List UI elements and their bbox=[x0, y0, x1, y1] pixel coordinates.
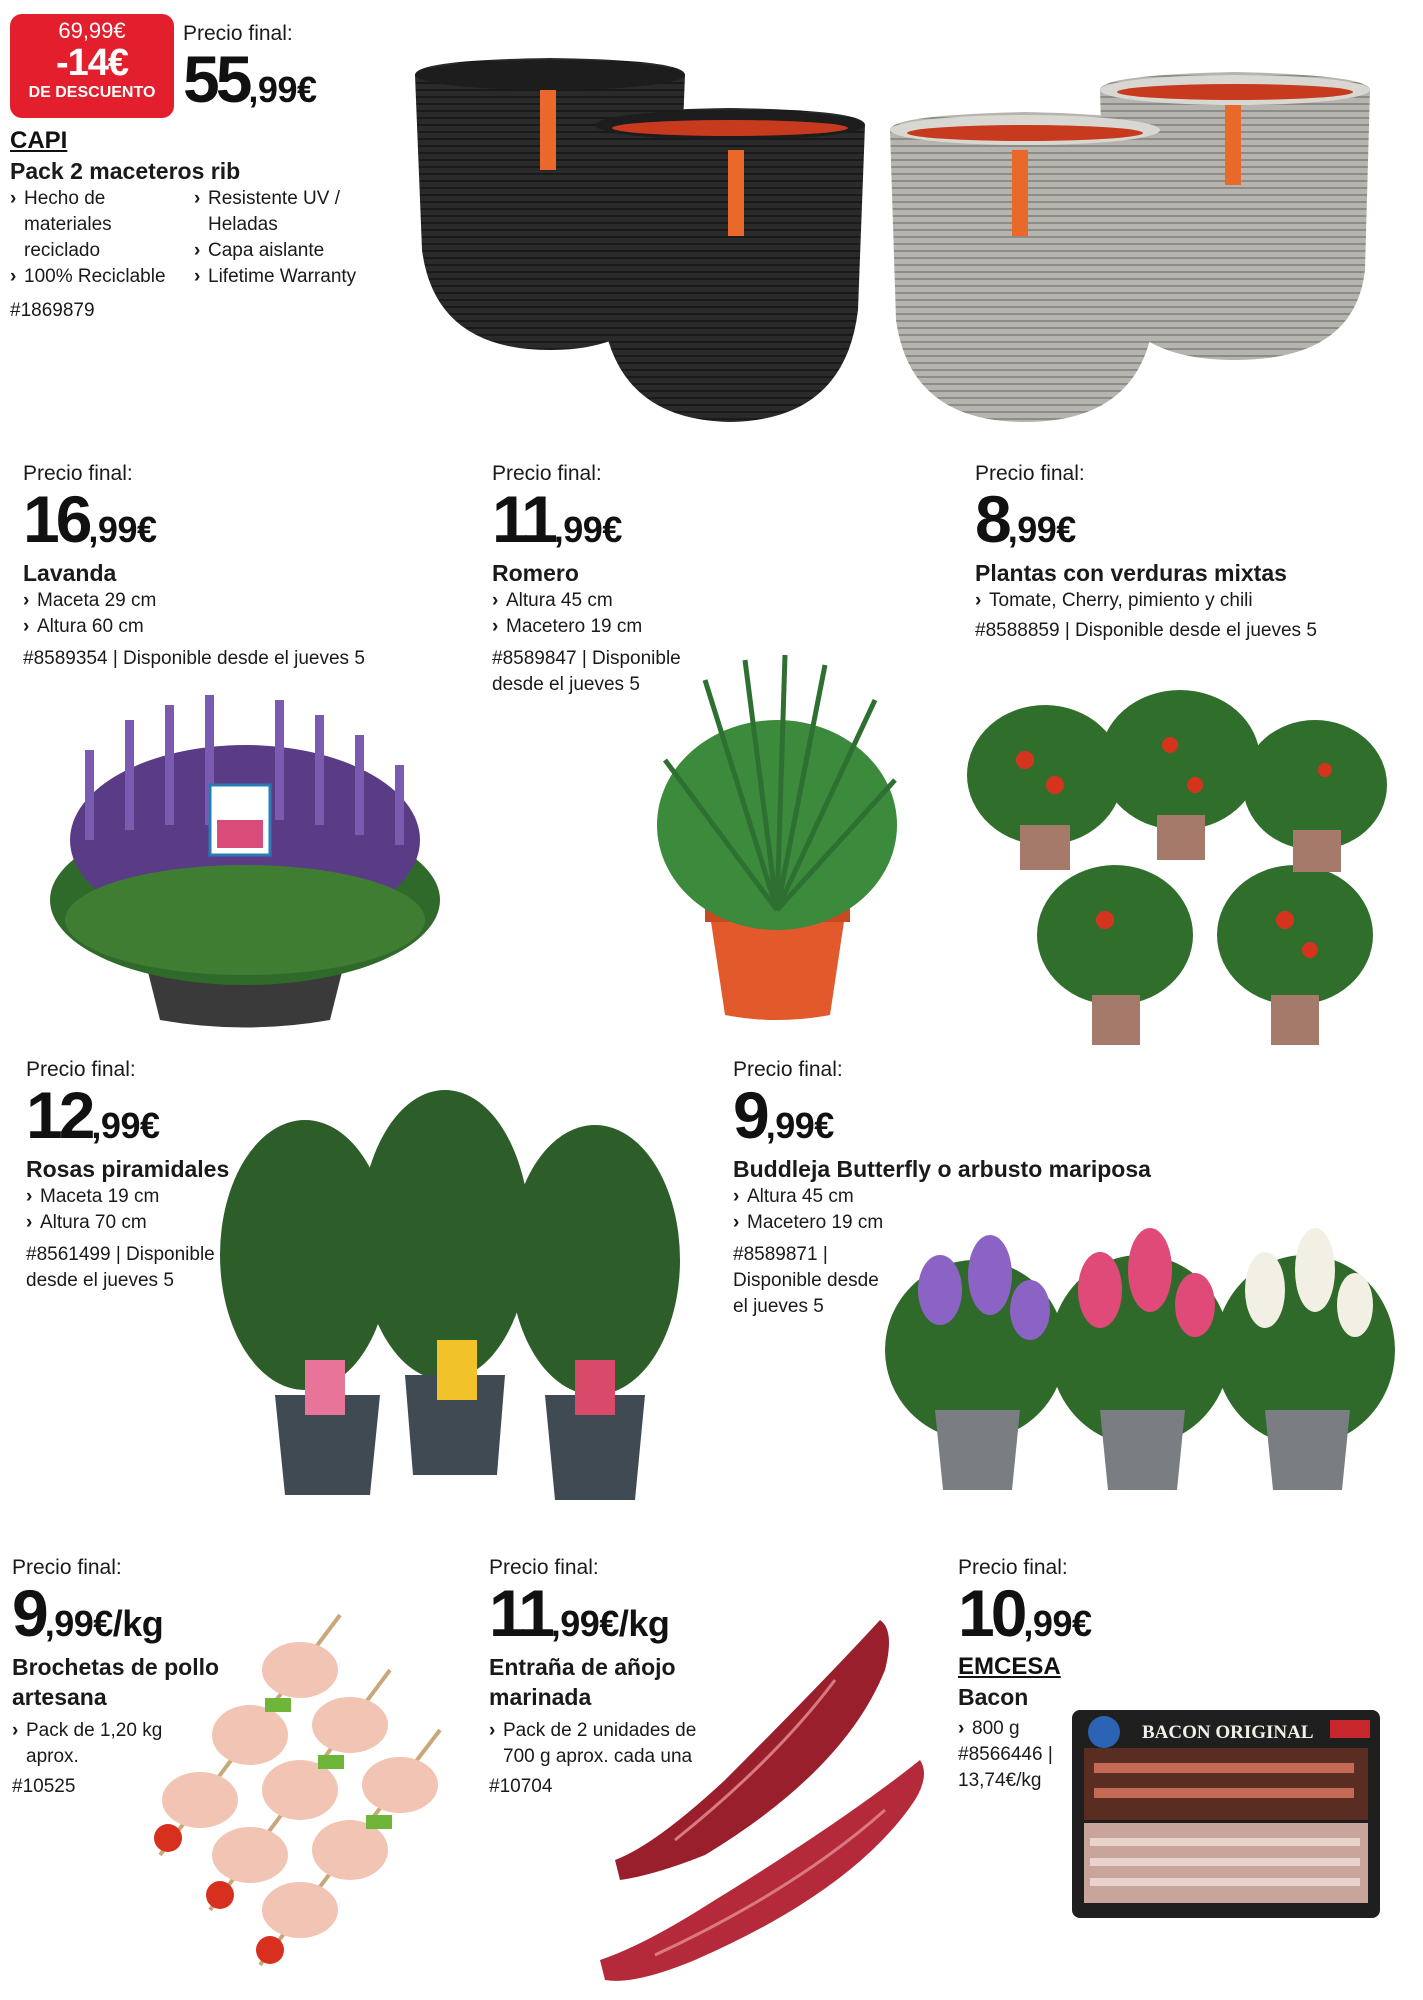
lavanda-graphic bbox=[45, 690, 445, 1035]
price-integer: 16 bbox=[23, 482, 89, 556]
brochetas-image bbox=[140, 1610, 470, 1970]
feature-item: › Pack de 2 unidades de 700 g aprox. cada una bbox=[489, 1718, 699, 1770]
feature-item: › Resistente UV / Heladas bbox=[194, 186, 364, 238]
price bbox=[958, 1576, 1158, 1650]
price-decimals: ,99€ bbox=[88, 509, 157, 550]
product-ref: #10525 bbox=[12, 1776, 76, 1797]
product-name: Plantas con verduras mixtas bbox=[975, 560, 1287, 586]
price-decimals: ,99€ bbox=[91, 1105, 160, 1146]
price-label: Precio final: bbox=[12, 1556, 122, 1579]
brand-link[interactable]: EMCESA bbox=[958, 1653, 1061, 1680]
bacon-package-graphic bbox=[1070, 1708, 1382, 1920]
price-decimals: ,99€ bbox=[1007, 509, 1076, 550]
product-name: Buddleja Butterfly o arbusto mariposa bbox=[733, 1156, 1151, 1182]
price-decimals: ,99€ bbox=[248, 69, 317, 110]
price bbox=[492, 482, 732, 556]
feature-item: › 100% Reciclable bbox=[10, 264, 180, 290]
feature-item: › Altura 45 cm bbox=[492, 588, 732, 614]
price-decimals: ,99€ bbox=[1023, 1603, 1092, 1644]
feature-list bbox=[975, 588, 1415, 614]
bacon-image bbox=[1070, 1708, 1382, 1920]
product-name: Romero bbox=[492, 560, 579, 586]
feature-item: › Altura 70 cm bbox=[26, 1210, 256, 1236]
price-label: Precio final: bbox=[958, 1556, 1068, 1579]
product-meta: #8589847 | Disponible desde el jueves 5 bbox=[492, 648, 681, 695]
package-title: BACON ORIGINAL bbox=[1142, 1722, 1314, 1743]
price-decimals: ,99€ bbox=[553, 509, 622, 550]
feature-item: › Maceta 29 cm bbox=[23, 588, 463, 614]
price-decimals: ,99€/kg bbox=[550, 1603, 670, 1644]
discount-amount: -14€ bbox=[55, 42, 129, 84]
product-meta: #8589354 | Disponible desde el jueves 5 bbox=[23, 648, 365, 669]
rosas-image bbox=[215, 1085, 695, 1505]
feature-item: › Maceta 19 cm bbox=[26, 1184, 256, 1210]
feature-item: › Capa aislante bbox=[194, 238, 364, 264]
price bbox=[975, 482, 1415, 556]
feature-item: › Altura 45 cm bbox=[733, 1184, 1333, 1210]
product-name: Rosas piramidales bbox=[26, 1156, 230, 1182]
brand-link[interactable]: CAPI bbox=[10, 127, 68, 154]
product-meta: #8588859 | Disponible desde el jueves 5 bbox=[975, 620, 1317, 641]
feature-list-left bbox=[10, 186, 180, 290]
verduras-graphic bbox=[965, 690, 1395, 1055]
product-ref: #10704 bbox=[489, 1776, 553, 1797]
feature-item: › Tomate, Cherry, pimiento y chili bbox=[975, 588, 1415, 614]
price-integer: 9 bbox=[12, 1576, 45, 1650]
price-integer: 8 bbox=[975, 482, 1008, 556]
buddleja-graphic bbox=[880, 1220, 1400, 1500]
price-integer: 55 bbox=[183, 42, 249, 116]
feature-item: › Macetero 19 cm bbox=[492, 614, 732, 640]
price-integer: 10 bbox=[958, 1576, 1024, 1650]
discount-label: DE DESCUENTO bbox=[28, 84, 156, 101]
romero-image bbox=[645, 650, 910, 1025]
feature-item: › Macetero 19 cm bbox=[733, 1210, 1333, 1236]
price-integer: 9 bbox=[733, 1078, 766, 1152]
feature-list-right bbox=[194, 186, 364, 290]
price-label: Precio final: bbox=[183, 22, 293, 45]
price-decimals: ,99€ bbox=[765, 1105, 834, 1146]
old-price: 69,99€ bbox=[58, 18, 126, 43]
feature-item: › 800 g bbox=[958, 1716, 1158, 1742]
price-integer: 12 bbox=[26, 1078, 92, 1152]
discount-badge bbox=[10, 14, 174, 118]
price bbox=[23, 482, 463, 556]
lavanda-block bbox=[23, 462, 463, 672]
planter-pots-image bbox=[410, 50, 1410, 440]
product-meta: #8561499 | Disponible desde el jueves 5 bbox=[26, 1244, 215, 1291]
product-meta: #8566446 | 13,74€/kg bbox=[958, 1744, 1053, 1791]
capi-price-block bbox=[183, 22, 317, 116]
price-integer: 11 bbox=[492, 482, 554, 556]
feature-columns bbox=[10, 186, 390, 290]
verduras-block bbox=[975, 462, 1415, 644]
entrana-graphic bbox=[595, 1610, 935, 1990]
price-label: Precio final: bbox=[23, 462, 133, 485]
verduras-image bbox=[965, 690, 1395, 1055]
product-name: Pack 2 maceteros rib bbox=[10, 158, 241, 184]
price-decimals: ,99€/kg bbox=[44, 1603, 164, 1644]
price-label: Precio final: bbox=[975, 462, 1085, 485]
planter-pots-graphic bbox=[410, 50, 1410, 440]
rosas-graphic bbox=[215, 1085, 695, 1505]
product-meta: #8589871 | Disponible desde el jueves 5 bbox=[733, 1244, 879, 1317]
price-label: Precio final: bbox=[489, 1556, 599, 1579]
feature-item: › Pack de 1,20 kg aprox. bbox=[12, 1718, 202, 1770]
product-name: Lavanda bbox=[23, 560, 117, 586]
price-integer: 11 bbox=[489, 1576, 551, 1650]
price bbox=[183, 42, 317, 116]
feature-item: › Hecho de materiales reciclado bbox=[10, 186, 180, 264]
feature-list bbox=[492, 588, 732, 640]
product-name: Brochetas de pollo artesana bbox=[12, 1654, 220, 1710]
lavanda-image bbox=[45, 690, 445, 1035]
feature-item: › Altura 60 cm bbox=[23, 614, 463, 640]
capi-info bbox=[10, 126, 390, 324]
feature-list bbox=[23, 588, 463, 640]
entrana-image bbox=[595, 1610, 935, 1990]
romero-graphic bbox=[645, 650, 910, 1025]
price-label: Precio final: bbox=[26, 1058, 136, 1081]
product-name: Bacon bbox=[958, 1684, 1029, 1710]
price-label: Precio final: bbox=[492, 462, 602, 485]
brochetas-graphic bbox=[140, 1610, 470, 1970]
buddleja-image bbox=[880, 1220, 1400, 1500]
price bbox=[733, 1078, 1333, 1152]
feature-item: › Lifetime Warranty bbox=[194, 264, 364, 290]
product-name: Entraña de añojo marinada bbox=[489, 1654, 676, 1710]
product-ref: #1869879 bbox=[10, 300, 95, 321]
price-label: Precio final: bbox=[733, 1058, 843, 1081]
